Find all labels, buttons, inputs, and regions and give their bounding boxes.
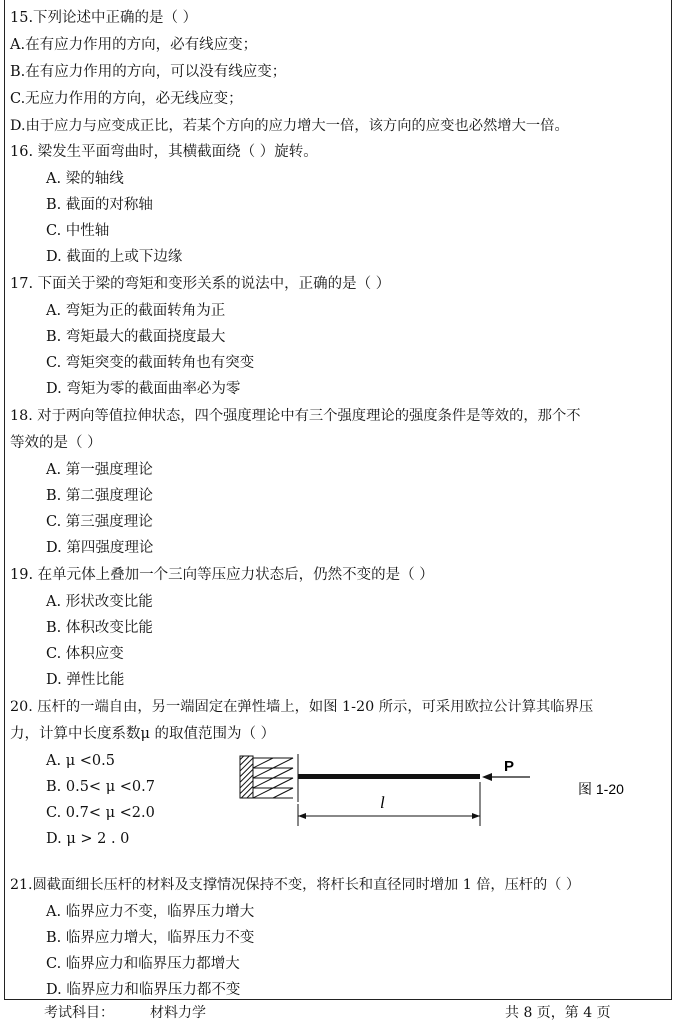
q18-option-c: C. 第三强度理论 [46, 514, 153, 530]
load-arrow-head [482, 773, 492, 781]
q17-option-b: B. 弯矩最大的截面挠度最大 [46, 329, 226, 345]
q21-stem: 21.圆截面细长压杆的材料及支撑情况保持不变，将杆长和直径同时增加 1 倍，压杆的（ ） [10, 877, 581, 893]
footer-subject: 材料力学 [150, 1005, 206, 1021]
q16-option-b: B. 截面的对称轴 [46, 197, 153, 213]
dim-arrow-right [472, 813, 480, 819]
q17-option-d: D. 弯矩为零的截面曲率必为零 [46, 381, 241, 397]
q20-option-b: B. 0.5< μ <0.7 [46, 779, 155, 795]
q17-stem: 17. 下面关于梁的弯矩和变形关系的说法中，正确的是（ ） [10, 276, 391, 292]
q16-option-d: D. 截面的上或下边缘 [46, 249, 183, 265]
footer-subject-label: 考试科目： [44, 1005, 114, 1021]
q18-option-a: A. 第一强度理论 [46, 462, 153, 478]
q20-option-c: C. 0.7< μ <2.0 [46, 805, 155, 821]
q15-option-d: D.由于应力与应变成正比，若某个方向的应力增大一倍，该方向的应变也必然增大一倍。 [10, 118, 569, 134]
q18-stem-line2: 等效的是（ ） [10, 435, 102, 451]
dim-arrow-left [298, 813, 306, 819]
footer-page-info: 共 8 页，第 4 页 [505, 1005, 611, 1021]
q16-option-a: A. 梁的轴线 [46, 171, 124, 187]
q16-stem: 16. 梁发生平面弯曲时，其横截面绕（ ）旋转。 [10, 144, 318, 160]
wall-hatch [240, 756, 253, 798]
q17-option-a: A. 弯矩为正的截面转角为正 [46, 303, 226, 319]
elastic-spring [253, 758, 273, 798]
q15-option-b: B.在有应力作用的方向，可以没有线应变； [10, 64, 287, 80]
q18-stem-line1: 18. 对于两向等值拉伸状态，四个强度理论中有三个强度理论的强度条件是等效的，那个不 [10, 408, 581, 424]
figure-1-20 [230, 752, 650, 832]
q15-option-c: C.无应力作用的方向，必无线应变； [10, 91, 243, 107]
q21-option-d: D. 临界应力和临界压力都不变 [46, 982, 241, 998]
q21-option-c: C. 临界应力和临界压力都增大 [46, 956, 240, 972]
bar [298, 774, 480, 779]
q15-stem: 15.下列论述中正确的是（ ） [10, 10, 198, 26]
q15-option-a: A.在有应力作用的方向，必有线应变； [10, 37, 258, 53]
q21-option-a: A. 临界应力不变，临界压力增大 [46, 904, 255, 920]
q19-option-d: D. 弹性比能 [46, 672, 125, 688]
q19-stem: 19. 在单元体上叠加一个三向等压应力状态后，仍然不变的是（ ） [10, 567, 434, 583]
q18-option-d: D. 第四强度理论 [46, 540, 154, 556]
elastic-spring-2 [273, 758, 293, 798]
q20-stem-line2: 力，计算中长度系数μ 的取值范围为（ ） [10, 726, 276, 742]
load-label: P [504, 758, 515, 775]
q19-option-c: C. 体积应变 [46, 646, 124, 662]
q16-option-c: C. 中性轴 [46, 223, 110, 239]
length-label: l [380, 793, 385, 812]
q17-option-c: C. 弯矩突变的截面转角也有突变 [46, 355, 255, 371]
q20-option-a: A. μ <0.5 [46, 753, 115, 769]
q21-option-b: B. 临界应力增大，临界压力不变 [46, 930, 255, 946]
q20-stem-line1: 20. 压杆的一端自由，另一端固定在弹性墙上，如图 1-20 所示，可采用欧拉公计算其临界压 [10, 699, 594, 715]
q19-option-a: A. 形状改变比能 [46, 594, 153, 610]
q20-option-d: D. μ > 2 . 0 [46, 831, 130, 847]
q19-option-b: B. 体积改变比能 [46, 620, 153, 636]
q18-option-b: B. 第二强度理论 [46, 488, 153, 504]
figure-caption: 图 1-20 [578, 781, 624, 797]
